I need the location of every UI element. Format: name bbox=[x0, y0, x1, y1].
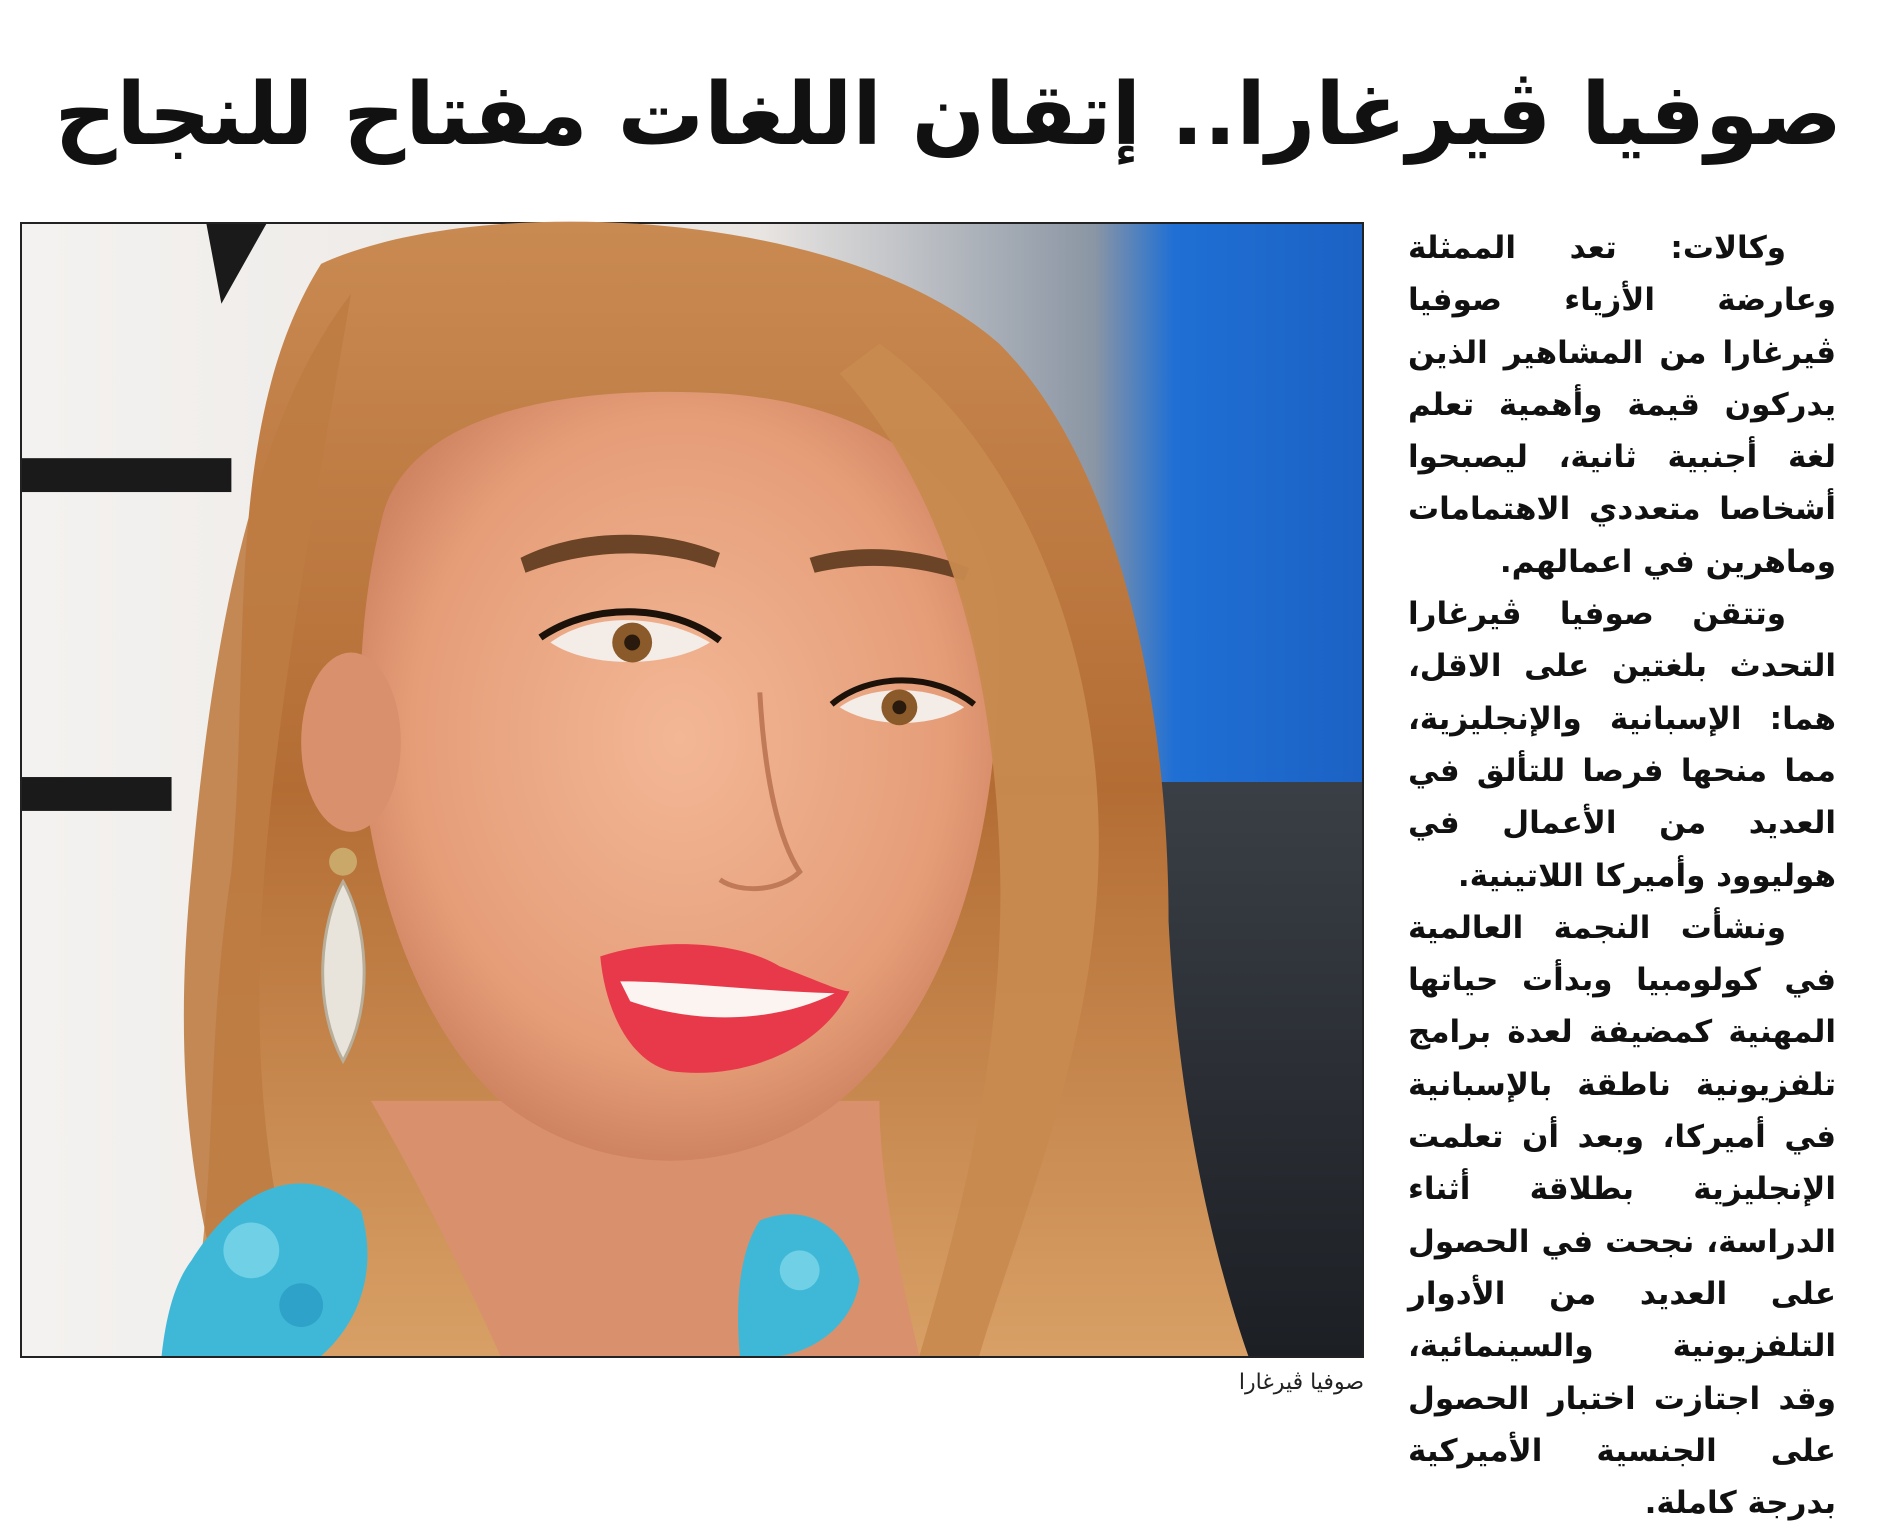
backdrop-bar bbox=[22, 458, 231, 492]
photo-caption: صوفيا ڤيرغارا bbox=[1238, 1370, 1364, 1395]
article-paragraph: وكالات: تعد الممثلة وعارضة الأزياء صوفيا ڤيرغارا من المشاهير الذين يدركون قيمة وأهمية تعلم لغة أجنبية ثانية، ليصبحوا أشخاصا متعددي الاهتمامات وماهرين في اعمالهم. bbox=[1408, 230, 1836, 580]
article-paragraph: وتتقن صوفيا ڤيرغارا التحدث بلغتين على الاقل، هما: الإسبانية والإنجليزية، مما منحها فرصا للتألق في العديد من الأعمال في هوليوود وأميركا اللاتينية. bbox=[1408, 596, 1836, 894]
article-body bbox=[1408, 222, 1836, 1522]
headline: صوفيا ڤيرغارا.. إتقان اللغات مفتاح للنجاح bbox=[54, 65, 1842, 165]
article-paragraph: ونشأت النجمة العالمية في كولومبيا وبدأت حياتها المهنية كمضيفة لعدة برامج تلفزيونية ناطقة بالإسبانية في أميركا، وبعد أن تعلمت الإنجليزية بطلاقة أثناء الدراسة، نجحت في الحصول على العديد من الأدوار التلفزيونية والسينمائية، وقد اجتازت اختبار الحصول على الجنسية الأميركية بدرجة كاملة. bbox=[1408, 909, 1836, 1522]
article-photo bbox=[20, 222, 1364, 1358]
backdrop-bar bbox=[22, 777, 172, 811]
